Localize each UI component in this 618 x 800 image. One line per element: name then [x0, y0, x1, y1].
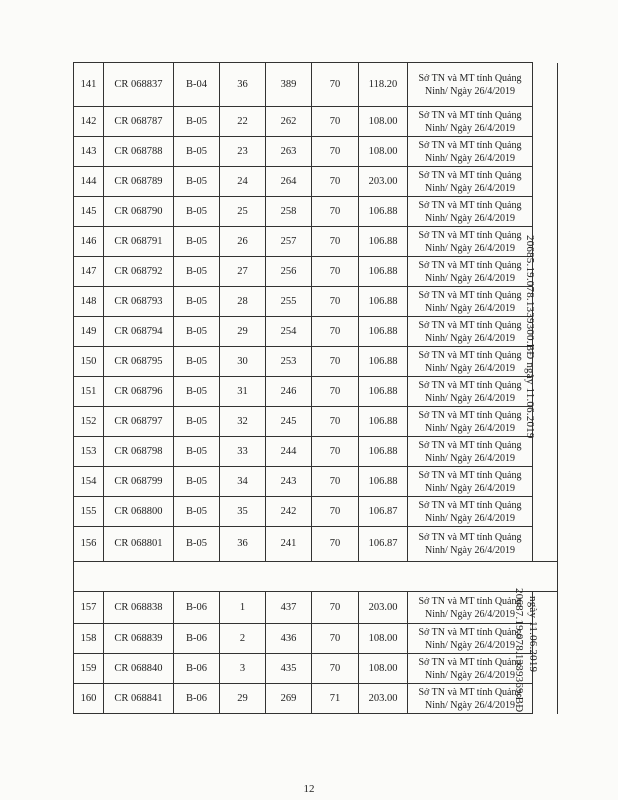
lot-cell: 3: [220, 654, 266, 684]
annotation-cell: [533, 497, 558, 527]
block-cell: B-05: [174, 377, 220, 407]
plot-number-cell: 257: [266, 227, 312, 257]
term-cell: 70: [312, 497, 359, 527]
issuer-line-2: Ninh/ Ngày 26/4/2019: [425, 242, 515, 254]
certificate-code-cell: CR 068790: [104, 197, 174, 227]
row-number-cell: 148: [74, 287, 104, 317]
row-number-cell: 156: [74, 527, 104, 562]
row-number-cell: 151: [74, 377, 104, 407]
lot-cell: 26: [220, 227, 266, 257]
registration-annotation-top: 20685.19.078.1339300.BĐ ngày 11.06.2019: [524, 235, 536, 439]
issuer-line-1: Sở TN và MT tỉnh Quảng: [418, 686, 522, 698]
area-cell: 106.88: [359, 467, 408, 497]
block-cell: B-05: [174, 227, 220, 257]
term-cell: 70: [312, 347, 359, 377]
plot-number-cell: 256: [266, 257, 312, 287]
plot-number-cell: 242: [266, 497, 312, 527]
lot-cell: 33: [220, 437, 266, 467]
row-number-cell: 155: [74, 497, 104, 527]
certificate-code-cell: CR 068841: [104, 684, 174, 714]
issuer-line-1: Sở TN và MT tỉnh Quảng: [418, 319, 522, 331]
issuer-cell: [408, 227, 533, 257]
table-row: [74, 437, 558, 467]
certificate-code-cell: CR 068792: [104, 257, 174, 287]
issuer-line-1: Sở TN và MT tỉnh Quảng: [418, 656, 522, 668]
issuer-line-2: Ninh/ Ngày 26/4/2019: [425, 545, 515, 556]
annotation-cell: [533, 257, 558, 287]
block-cell: B-04: [174, 63, 220, 107]
row-number-cell: 154: [74, 467, 104, 497]
issuer-line-1: Sở TN và MT tỉnh Quảng: [418, 199, 522, 211]
area-cell: 106.88: [359, 437, 408, 467]
annotation-cell: [533, 287, 558, 317]
issuer-cell: [408, 167, 533, 197]
issuer-line-1: Sở TN và MT tỉnh Quảng: [418, 229, 522, 241]
term-cell: 70: [312, 287, 359, 317]
term-cell: 70: [312, 377, 359, 407]
table-row: [74, 467, 558, 497]
table-row: [74, 592, 558, 624]
registration-annotation-bottom-line2: ngày 11.06.2019: [527, 596, 539, 673]
issuer-line-1: Sở TN và MT tỉnh Quảng: [418, 379, 522, 391]
row-number-cell: 145: [74, 197, 104, 227]
issuer-cell: [408, 287, 533, 317]
term-cell: 70: [312, 317, 359, 347]
issuer-cell: [408, 347, 533, 377]
issuer-line-2: Ninh/ Ngày 26/4/2019: [425, 699, 515, 711]
lot-cell: 27: [220, 257, 266, 287]
table-row: [74, 377, 558, 407]
block-cell: B-06: [174, 624, 220, 654]
annotation-cell: [533, 527, 558, 562]
lot-cell: 36: [220, 63, 266, 107]
issuer-line-2: Ninh/ Ngày 26/4/2019: [425, 302, 515, 314]
issuer-line-1: Sở TN và MT tỉnh Quảng: [418, 169, 522, 181]
lot-cell: 28: [220, 287, 266, 317]
plot-number-cell: 241: [266, 527, 312, 562]
issuer-cell: [408, 377, 533, 407]
issuer-line-1: Sở TN và MT tỉnh Quảng: [418, 499, 522, 511]
area-cell: 203.00: [359, 167, 408, 197]
lot-cell: 23: [220, 137, 266, 167]
issuer-line-1: Sở TN và MT tỉnh Quảng: [418, 259, 522, 271]
row-number-cell: 160: [74, 684, 104, 714]
issuer-line-1: Sở TN và MT tỉnh Quảng: [418, 109, 522, 121]
certificate-code-cell: CR 068793: [104, 287, 174, 317]
area-cell: 108.00: [359, 624, 408, 654]
table-row: [74, 527, 558, 562]
table-row: [74, 317, 558, 347]
term-cell: 70: [312, 227, 359, 257]
block-cell: B-05: [174, 407, 220, 437]
table-row: [74, 167, 558, 197]
plot-number-cell: 389: [266, 63, 312, 107]
certificate-code-cell: CR 068794: [104, 317, 174, 347]
plot-number-cell: 246: [266, 377, 312, 407]
annotation-cell: [533, 377, 558, 407]
issuer-line-1: Sở TN và MT tỉnh Quảng: [418, 139, 522, 151]
certificate-code-cell: CR 068799: [104, 467, 174, 497]
row-number-cell: 142: [74, 107, 104, 137]
certificate-code-cell: CR 068839: [104, 624, 174, 654]
certificate-code-cell: CR 068838: [104, 592, 174, 624]
table-row: [74, 684, 558, 714]
term-cell: 70: [312, 527, 359, 562]
issuer-line-2: Ninh/ Ngày 26/4/2019: [425, 452, 515, 464]
area-cell: 106.88: [359, 347, 408, 377]
term-cell: 70: [312, 624, 359, 654]
issuer-cell: [408, 197, 533, 227]
row-number-cell: 159: [74, 654, 104, 684]
annotation-cell: [533, 167, 558, 197]
plot-number-cell: 258: [266, 197, 312, 227]
certificate-code-cell: CR 068795: [104, 347, 174, 377]
annotation-cell: [533, 437, 558, 467]
lot-cell: 22: [220, 107, 266, 137]
area-cell: 118.20: [359, 63, 408, 107]
plot-number-cell: 263: [266, 137, 312, 167]
block-cell: B-05: [174, 467, 220, 497]
area-cell: 106.88: [359, 407, 408, 437]
issuer-line-2: Ninh/ Ngày 26/4/2019: [425, 212, 515, 224]
plot-number-cell: 244: [266, 437, 312, 467]
row-number-cell: 144: [74, 167, 104, 197]
table-row: [74, 497, 558, 527]
annotation-cell: [533, 107, 558, 137]
issuer-cell: [408, 257, 533, 287]
annotation-cell: [533, 317, 558, 347]
issuer-line-2: Ninh/ Ngày 26/4/2019: [425, 362, 515, 374]
area-cell: 106.88: [359, 287, 408, 317]
area-cell: 203.00: [359, 684, 408, 714]
table-row: [74, 197, 558, 227]
plot-number-cell: 262: [266, 107, 312, 137]
lot-cell: 35: [220, 497, 266, 527]
table-row: [74, 227, 558, 257]
table-row: [74, 624, 558, 654]
annotation-cell: [533, 684, 558, 714]
term-cell: 71: [312, 684, 359, 714]
plot-number-cell: 243: [266, 467, 312, 497]
term-cell: 70: [312, 137, 359, 167]
block-cell: B-05: [174, 437, 220, 467]
term-cell: 70: [312, 467, 359, 497]
block-cell: B-05: [174, 317, 220, 347]
row-number-cell: 150: [74, 347, 104, 377]
annotation-cell: [533, 347, 558, 377]
annotation-cell: [533, 227, 558, 257]
issuer-line-2: Ninh/ Ngày 26/4/2019: [425, 639, 515, 651]
area-cell: 106.88: [359, 197, 408, 227]
block-cell: B-05: [174, 107, 220, 137]
annotation-cell: [533, 197, 558, 227]
issuer-line-1: Sở TN và MT tỉnh Quảng: [418, 72, 522, 84]
certificate-code-cell: CR 068791: [104, 227, 174, 257]
issuer-cell: [408, 63, 533, 107]
certificate-code-cell: CR 068798: [104, 437, 174, 467]
row-number-cell: 158: [74, 624, 104, 654]
area-cell: 108.00: [359, 137, 408, 167]
plot-number-cell: 264: [266, 167, 312, 197]
area-cell: 106.88: [359, 257, 408, 287]
block-cell: B-05: [174, 287, 220, 317]
plot-number-cell: 253: [266, 347, 312, 377]
annotation-cell: [533, 137, 558, 167]
plot-number-cell: 437: [266, 592, 312, 624]
term-cell: 70: [312, 592, 359, 624]
term-cell: 70: [312, 63, 359, 107]
row-number-cell: 143: [74, 137, 104, 167]
issuer-cell: [408, 467, 533, 497]
lot-cell: 2: [220, 624, 266, 654]
area-cell: 106.87: [359, 497, 408, 527]
issuer-line-2: Ninh/ Ngày 26/4/2019: [425, 152, 515, 164]
term-cell: 70: [312, 197, 359, 227]
issuer-cell: [408, 317, 533, 347]
issuer-line-2: Ninh/ Ngày 26/4/2019: [425, 392, 515, 404]
issuer-line-1: Sở TN và MT tỉnh Quảng: [418, 349, 522, 361]
plot-number-cell: 435: [266, 654, 312, 684]
issuer-cell: [408, 407, 533, 437]
issuer-line-2: Ninh/ Ngày 26/4/2019: [425, 482, 515, 494]
area-cell: 106.87: [359, 527, 408, 562]
term-cell: 70: [312, 107, 359, 137]
table-row: [74, 137, 558, 167]
lot-cell: 25: [220, 197, 266, 227]
registration-annotation-bottom-line1: 20687.19.078.1339369.BĐ: [513, 588, 525, 713]
block-cell: B-05: [174, 347, 220, 377]
certificate-code-cell: CR 068796: [104, 377, 174, 407]
area-cell: 106.88: [359, 377, 408, 407]
page-number: 12: [303, 783, 315, 795]
issuer-line-1: Sở TN và MT tỉnh Quảng: [418, 289, 522, 301]
row-number-cell: 153: [74, 437, 104, 467]
issuer-cell: [408, 437, 533, 467]
issuer-line-2: Ninh/ Ngày 26/4/2019: [425, 272, 515, 284]
table-row: [74, 347, 558, 377]
issuer-line-2: Ninh/ Ngày 26/4/2019: [425, 332, 515, 344]
row-number-cell: 141: [74, 63, 104, 107]
area-cell: 106.88: [359, 317, 408, 347]
issuer-line-2: Ninh/ Ngày 26/4/2019: [425, 512, 515, 524]
area-cell: 106.88: [359, 227, 408, 257]
area-cell: 108.00: [359, 654, 408, 684]
lot-cell: 29: [220, 317, 266, 347]
lot-cell: 24: [220, 167, 266, 197]
block-cell: B-06: [174, 684, 220, 714]
issuer-line-1: Sở TN và MT tỉnh Quảng: [418, 626, 522, 638]
block-cell: B-05: [174, 167, 220, 197]
lot-cell: 34: [220, 467, 266, 497]
row-number-cell: 152: [74, 407, 104, 437]
land-certificate-table: [73, 62, 558, 714]
row-number-cell: 149: [74, 317, 104, 347]
block-cell: B-06: [174, 592, 220, 624]
plot-number-cell: 269: [266, 684, 312, 714]
table-row: [74, 287, 558, 317]
lot-cell: 32: [220, 407, 266, 437]
certificate-code-cell: CR 068840: [104, 654, 174, 684]
lot-cell: 1: [220, 592, 266, 624]
table-row: [74, 654, 558, 684]
issuer-line-2: Ninh/ Ngày 26/4/2019: [425, 85, 515, 97]
issuer-line-1: Sở TN và MT tỉnh Quảng: [418, 439, 522, 451]
lot-cell: 30: [220, 347, 266, 377]
annotation-cell: [533, 467, 558, 497]
term-cell: 70: [312, 407, 359, 437]
certificate-code-cell: CR 068801: [104, 527, 174, 562]
issuer-line-2: Ninh/ Ngày 26/4/2019: [425, 122, 515, 134]
term-cell: 70: [312, 654, 359, 684]
block-cell: B-05: [174, 137, 220, 167]
certificate-code-cell: CR 068837: [104, 63, 174, 107]
annotation-cell: [533, 63, 558, 107]
annotation-cell: [533, 407, 558, 437]
issuer-cell: [408, 527, 533, 562]
table-row: [74, 407, 558, 437]
lot-cell: 36: [220, 527, 266, 562]
term-cell: 70: [312, 437, 359, 467]
table-row: [74, 257, 558, 287]
issuer-line-2: Ninh/ Ngày 26/4/2019: [425, 422, 515, 434]
row-number-cell: 146: [74, 227, 104, 257]
row-number-cell: 157: [74, 592, 104, 624]
certificate-code-cell: CR 068800: [104, 497, 174, 527]
block-cell: B-06: [174, 654, 220, 684]
issuer-line-1: Sở TN và MT tỉnh Quảng: [418, 595, 522, 607]
issuer-cell: [408, 497, 533, 527]
plot-number-cell: 245: [266, 407, 312, 437]
table-row: [74, 63, 558, 107]
issuer-line-1: Sở TN và MT tỉnh Quảng: [418, 532, 522, 543]
issuer-line-2: Ninh/ Ngày 26/4/2019: [425, 608, 515, 620]
lot-cell: 29: [220, 684, 266, 714]
section-spacer-row: [74, 562, 558, 592]
plot-number-cell: 436: [266, 624, 312, 654]
term-cell: 70: [312, 167, 359, 197]
issuer-line-1: Sở TN và MT tỉnh Quảng: [418, 409, 522, 421]
issuer-line-2: Ninh/ Ngày 26/4/2019: [425, 182, 515, 194]
issuer-line-1: Sở TN và MT tỉnh Quảng: [418, 469, 522, 481]
plot-number-cell: 254: [266, 317, 312, 347]
issuer-line-2: Ninh/ Ngày 26/4/2019: [425, 669, 515, 681]
block-cell: B-05: [174, 497, 220, 527]
row-number-cell: 147: [74, 257, 104, 287]
lot-cell: 31: [220, 377, 266, 407]
table-row: [74, 107, 558, 137]
term-cell: 70: [312, 257, 359, 287]
block-cell: B-05: [174, 257, 220, 287]
certificate-code-cell: CR 068797: [104, 407, 174, 437]
area-cell: 203.00: [359, 592, 408, 624]
issuer-cell: [408, 107, 533, 137]
block-cell: B-05: [174, 527, 220, 562]
area-cell: 108.00: [359, 107, 408, 137]
certificate-code-cell: CR 068789: [104, 167, 174, 197]
certificate-code-cell: CR 068787: [104, 107, 174, 137]
block-cell: B-05: [174, 197, 220, 227]
plot-number-cell: 255: [266, 287, 312, 317]
issuer-cell: [408, 137, 533, 167]
certificate-code-cell: CR 068788: [104, 137, 174, 167]
